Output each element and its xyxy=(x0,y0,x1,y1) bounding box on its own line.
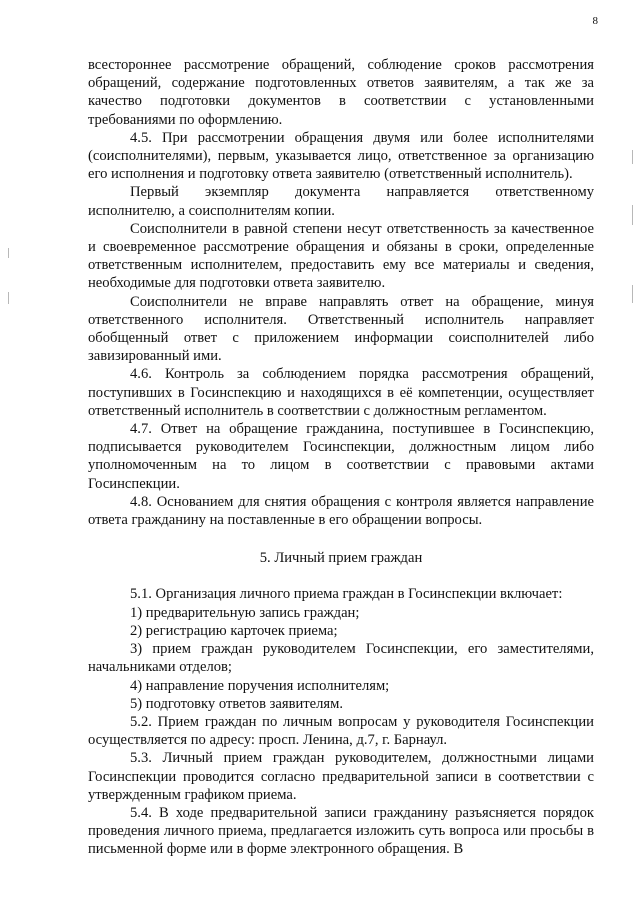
paragraph: 5.3. Личный прием граждан руководителем, должностными лицами Госинспекции проводится согласно предварительной записи в соответствии с утвержденным графиком приема. xyxy=(88,750,594,803)
paragraph: всестороннее рассмотрение обращений, соблюдение сроков рассмотрения обращений, содержание подготовленных ответов заявителям, а так же за качество подготовки документов в соответствии с установленными требованиями по оформлению. xyxy=(88,57,594,128)
paragraph: 5.4. В ходе предварительной записи гражданину разъясняется порядок проведения личного приема, предлагается изложить суть вопроса или просьбы в письменной форме или в форме электронного обращения. В xyxy=(88,804,594,858)
document-body xyxy=(88,56,594,859)
paragraph: Соисполнители в равной степени несут ответственность за качественное и своевременное рассмотрение обращения и обязаны в сроки, определенные ответственным исполнителем, предоставить ему все материалы и сведения, необходимые для подготовки ответа заявителю. xyxy=(88,220,594,292)
paragraph: 5.2. Прием граждан по личным вопросам у руководителя Госинспекции осуществляется по адресу: просп. Ленина, д.7, г. Барнаул. xyxy=(88,713,594,749)
scan-edge-mark xyxy=(632,285,633,303)
paragraph: 4.5. При рассмотрении обращения двумя или более исполнителями (соисполнителями), первым, указывается лицо, ответственное за организацию его исполнения и подготовку ответа заявителю (ответственный исполнитель). xyxy=(88,129,594,183)
scan-edge-mark xyxy=(632,150,633,164)
page-number: 8 xyxy=(592,15,598,27)
paragraph: 4) направление поручения исполнителям; xyxy=(130,677,390,694)
paragraph: Первый экземпляр документа направляется ответственному исполнителю, а соисполнителям копии. xyxy=(88,184,594,219)
scan-edge-mark xyxy=(8,292,9,304)
paragraph: 3) прием граждан руководителем Госинспекции, его заместителями, начальниками отделов; xyxy=(88,641,594,676)
paragraph: 5) подготовку ответов заявителям. xyxy=(130,695,344,712)
paragraph: 5.1. Организация личного приема граждан в Госинспекции включает: xyxy=(130,586,563,603)
paragraph: Соисполнители не вправе направлять ответ на обращение, минуя ответственного исполнителя. Ответственный исполнитель направляет обобщенный ответ с приложением информации соисполнителей либо завизированный ими. xyxy=(88,293,594,365)
paragraph: 4.7. Ответ на обращение гражданина, поступившее в Госинспекцию, подписывается руководителем Госинспекции, должностным лицом либо уполномоченным на то лицом в соответствии с правовыми актами Госинспекции. xyxy=(88,421,594,492)
paragraph: 4.8. Основанием для снятия обращения с контроля является направление ответа гражданину на поставленные в его обращении вопросы. xyxy=(88,493,594,529)
paragraph: 2) регистрацию карточек приема; xyxy=(130,622,338,639)
paragraph: 1) предварительную запись граждан; xyxy=(130,604,360,621)
paragraph: 4.6. Контроль за соблюдением порядка рассмотрения обращений, поступивших в Госинспекцию и находящихся в её компетенции, осуществляет ответственный исполнитель в соответствии с должностным регламентом. xyxy=(88,366,594,419)
scan-edge-mark xyxy=(632,205,633,225)
scan-edge-mark xyxy=(8,248,9,258)
section-heading: 5. Личный прием граждан xyxy=(259,550,423,567)
